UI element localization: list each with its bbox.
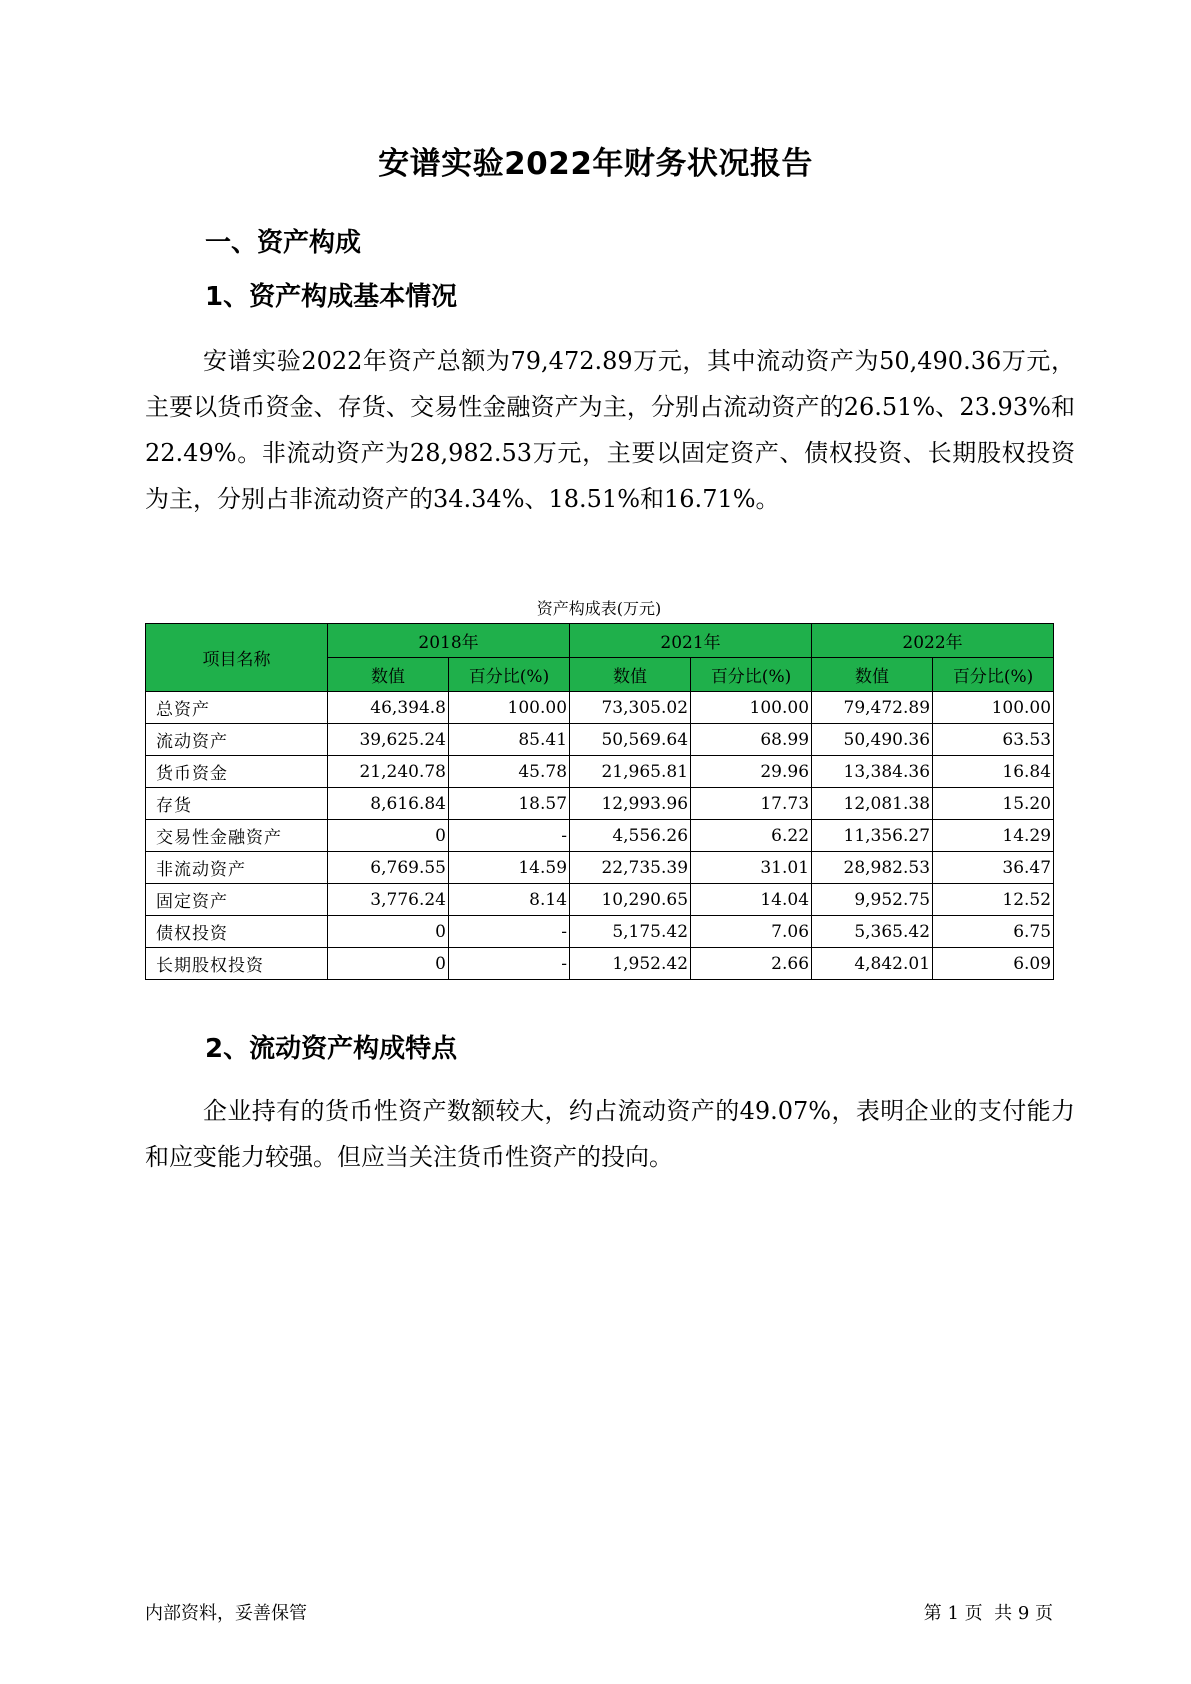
value-cell: 0 (328, 948, 449, 980)
percent-cell: 6.09 (933, 948, 1054, 980)
table-row (146, 948, 1054, 980)
year-header-2022: 2022年 (812, 624, 1054, 658)
value-cell: 21,240.78 (328, 756, 449, 788)
percent-cell: 100.00 (933, 692, 1054, 724)
percent-cell: 100.00 (691, 692, 812, 724)
value-cell: 79,472.89 (812, 692, 933, 724)
value-cell: 5,175.42 (570, 916, 691, 948)
footer-confidential-note: 内部资料，妥善保管 (145, 1603, 307, 1624)
row-item-name: 货币资金 (146, 756, 328, 788)
percent-cell: - (449, 916, 570, 948)
row-item-name: 非流动资产 (146, 852, 328, 884)
value-cell: 9,952.75 (812, 884, 933, 916)
percent-cell: 2.66 (691, 948, 812, 980)
percent-cell: 15.20 (933, 788, 1054, 820)
percent-cell: 63.53 (933, 724, 1054, 756)
percent-cell: 68.99 (691, 724, 812, 756)
percent-cell: 36.47 (933, 852, 1054, 884)
percent-cell: 14.59 (449, 852, 570, 884)
table-row (146, 756, 1054, 788)
row-item-name: 存货 (146, 788, 328, 820)
value-cell: 0 (328, 820, 449, 852)
percent-cell: 6.75 (933, 916, 1054, 948)
row-item-name: 长期股权投资 (146, 948, 328, 980)
subsection-heading-basic-situation: 1、资产构成基本情况 (205, 282, 458, 312)
table-row (146, 820, 1054, 852)
percent-cell: 45.78 (449, 756, 570, 788)
row-item-name: 债权投资 (146, 916, 328, 948)
percent-cell: 12.52 (933, 884, 1054, 916)
row-item-name: 交易性金融资产 (146, 820, 328, 852)
percent-cell: 29.96 (691, 756, 812, 788)
value-cell: 6,769.55 (328, 852, 449, 884)
percent-header: 百分比(%) (449, 658, 570, 692)
asset-composition-table (145, 623, 1054, 980)
value-cell: 39,625.24 (328, 724, 449, 756)
percent-cell: 7.06 (691, 916, 812, 948)
value-cell: 1,952.42 (570, 948, 691, 980)
value-cell: 50,569.64 (570, 724, 691, 756)
percent-cell: 18.57 (449, 788, 570, 820)
percent-header: 百分比(%) (691, 658, 812, 692)
percent-cell: - (449, 948, 570, 980)
percent-cell: - (449, 820, 570, 852)
value-cell: 22,735.39 (570, 852, 691, 884)
footer-page-number: 第 1 页 共 9 页 (923, 1603, 1053, 1624)
table-body (146, 692, 1054, 980)
subsection-heading-current-assets: 2、流动资产构成特点 (205, 1034, 458, 1064)
table-row (146, 916, 1054, 948)
percent-cell: 14.29 (933, 820, 1054, 852)
percent-cell: 85.41 (449, 724, 570, 756)
percent-cell: 31.01 (691, 852, 812, 884)
table-row (146, 724, 1054, 756)
percent-cell: 100.00 (449, 692, 570, 724)
value-header: 数值 (328, 658, 449, 692)
value-cell: 12,993.96 (570, 788, 691, 820)
value-cell: 46,394.8 (328, 692, 449, 724)
year-header-2018: 2018年 (328, 624, 570, 658)
percent-cell: 8.14 (449, 884, 570, 916)
value-cell: 21,965.81 (570, 756, 691, 788)
current-assets-paragraph: 企业持有的货币性资产数额较大，约占流动资产的49.07%，表明企业的支付能力和应变能力较强。但应当关注货币性资产的投向。 (145, 1097, 1075, 1171)
value-header: 数值 (570, 658, 691, 692)
year-header-2021: 2021年 (570, 624, 812, 658)
value-cell: 73,305.02 (570, 692, 691, 724)
table-row (146, 788, 1054, 820)
value-cell: 13,384.36 (812, 756, 933, 788)
row-item-name: 总资产 (146, 692, 328, 724)
document-title: 安谱实验2022年财务状况报告 (378, 146, 813, 182)
table-row (146, 884, 1054, 916)
value-cell: 28,982.53 (812, 852, 933, 884)
value-cell: 0 (328, 916, 449, 948)
value-header: 数值 (812, 658, 933, 692)
table-caption: 资产构成表(万元) (536, 599, 662, 618)
table-row (146, 852, 1054, 884)
table-row (146, 692, 1054, 724)
percent-cell: 6.22 (691, 820, 812, 852)
value-cell: 3,776.24 (328, 884, 449, 916)
row-item-name: 固定资产 (146, 884, 328, 916)
value-cell: 50,490.36 (812, 724, 933, 756)
percent-header: 百分比(%) (933, 658, 1054, 692)
percent-cell: 16.84 (933, 756, 1054, 788)
value-cell: 10,290.65 (570, 884, 691, 916)
value-cell: 5,365.42 (812, 916, 933, 948)
value-cell: 4,842.01 (812, 948, 933, 980)
item-name-header: 项目名称 (146, 624, 328, 692)
basic-situation-paragraph: 安谱实验2022年资产总额为79,472.89万元，其中流动资产为50,490.36万元，主要以货币资金、存货、交易性金融资产为主，分别占流动资产的26.51%、23.93%和22.49%。非流动资产为28,982.53万元，主要以固定资产、债权投资、长期股权投资为主，分别占非流动资产的34.34%、18.51%和16.71%。 (145, 347, 1075, 513)
value-cell: 12,081.38 (812, 788, 933, 820)
value-cell: 8,616.84 (328, 788, 449, 820)
row-item-name: 流动资产 (146, 724, 328, 756)
percent-cell: 17.73 (691, 788, 812, 820)
percent-cell: 14.04 (691, 884, 812, 916)
value-cell: 4,556.26 (570, 820, 691, 852)
value-cell: 11,356.27 (812, 820, 933, 852)
section-heading-asset-composition: 一、资产构成 (205, 228, 362, 258)
